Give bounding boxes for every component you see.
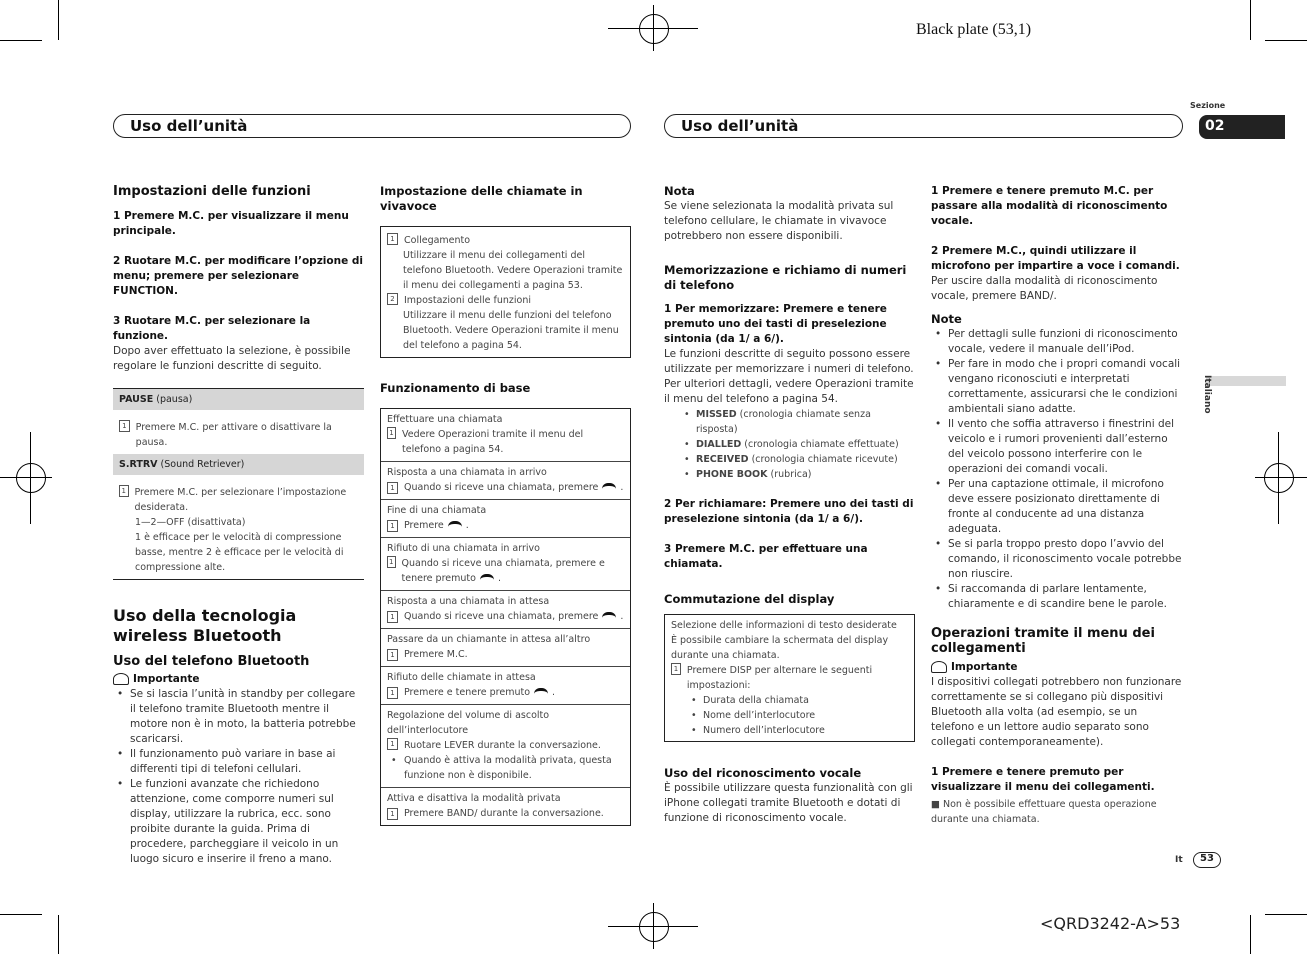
srtrv-desc: (Sound Retriever) [160, 459, 245, 470]
connections-body: I dispositivi collegati potrebbero non funzionare correttamente se si collegano più dispositivi Bluetooth alla volta (ad esempio, se un telefono e un lettore audio separato sono collegati contemporaneamente). [931, 676, 1182, 748]
base-heading: Funzionamento di base [380, 381, 531, 395]
op-row: Fine di una chiamata 1 Premere . [381, 499, 630, 537]
display-option: • Nome dell’interlocutore [671, 708, 908, 723]
note-item: • Se si parla troppo presto dopo l’avvio del comando, il riconoscimento vocale potrebbe non riuscire. [931, 537, 1183, 582]
important-icon [113, 673, 129, 685]
box-item-1-desc: Utilizzare il menu dei collegamenti del telefono Bluetooth. Vedere Operazioni tramite il menu dei collegamenti a pagina 53. [403, 250, 623, 291]
memory-list-item: • DIALLED (cronologia chiamate effettuate) [664, 437, 915, 452]
page-number: 53 [1200, 853, 1214, 864]
srtrv-row-header [113, 454, 364, 475]
crop-mark [58, 915, 59, 954]
black-plate-label: Black plate (53,1) [916, 21, 1032, 38]
pause-row-header [113, 389, 364, 410]
display-option: • Durata della chiamata [671, 693, 908, 708]
op-row: Risposta a una chiamata in attesa 1 Quando si riceve una chiamata, premere . [381, 590, 630, 628]
display-box-body: È possibile cambiare la schermata del display durante una chiamata. [671, 635, 889, 661]
crop-mark [1265, 914, 1307, 915]
display-box-item: Premere DISP per alternare le seguenti impostazioni: [686, 665, 873, 691]
bullet-3: • Le funzioni avanzate che richiedono attenzione, come comporre numeri sul display, utilizzare la rubrica, ecc. sono proibite durante la guida. Prima di procedere, parcheggiare il veicolo in un luogo sicuro e inserire il freno a mano. [113, 777, 364, 867]
memory-step-3: 3 Premere M.C. per effettuare una chiamata. [664, 543, 868, 570]
nota-body: Se viene selezionata la modalità privata sul telefono cellulare, le chiamate in vivavoce potrebbero non essere disponibili. [664, 200, 894, 242]
section-number: 02 [1205, 118, 1225, 134]
srtrv-label: S.RTRV [119, 459, 158, 470]
right-title-bar [664, 114, 1183, 138]
notes-heading: Note [931, 312, 962, 326]
footer-lang: It [1175, 855, 1183, 865]
pause-desc: (pausa) [156, 394, 193, 405]
connections-note: ■ Non è possibile effettuare questa operazione durante una chiamata. [931, 799, 1157, 825]
column-4 [931, 184, 1183, 827]
important-label: Importante [113, 672, 364, 687]
box-item-2-desc: Utilizzare il menu delle funzioni del telefono Bluetooth. Vedere Operazioni tramite il menu del telefono a pagina 54. [403, 310, 619, 351]
base-operations-box [380, 408, 631, 826]
memory-heading: Memorizzazione e richiamo di numeri di telefono [664, 263, 907, 292]
column-1 [113, 184, 364, 867]
language-tab [1206, 376, 1286, 386]
srtrv-item: 1 Premere M.C. per selezionare l’impostazione desiderata. 1—2—OFF (disattivata) 1 è efficace per le velocità di compressione basse, mentre 2 è efficace per le velocità di compressione alte. [113, 475, 364, 579]
note-item: • Si raccomanda di parlare lentamente, chiaramente e di scandire bene le parole. [931, 582, 1183, 612]
doc-code: <QRD3242-A>53 [1040, 914, 1181, 933]
display-box: Selezione delle informazioni di testo desiderate È possibile cambiare la schermata del display durante una chiamata. 1 Premere DISP per alternare le seguenti impostazioni: • Durata della chiamata • Nome dell’interlocutore • Numero dell’interlocutore [664, 614, 915, 742]
note-item: • Il vento che soffia attraverso i finestrini del veicolo e i rumori provenienti dall’esterno del veicolo possono interferire con le operazioni dei comandi vocali. [931, 417, 1183, 477]
phone-icon [534, 688, 548, 697]
crop-mark [1250, 0, 1251, 40]
step-3-body: Dopo aver effettuato la selezione, è possibile regolare le funzioni descritte di seguito. [113, 345, 351, 372]
display-option: • Numero dell’interlocutore [671, 723, 908, 738]
op-row: Attiva e disattiva la modalità privata 1 Premere BAND/ durante la conversazione. [381, 787, 630, 825]
step-3: 3 Ruotare M.C. per selezionare la funzione. [113, 315, 311, 342]
note-item: • Per fare in modo che i propri comandi vocali vengano riconosciuti e interpretati correttamente, assicurarsi che le condizioni ambientali siano adatte. [931, 357, 1183, 417]
step-1: 1 Premere M.C. per visualizzare il menu principale. [113, 210, 349, 237]
voice-body: È possibile utilizzare questa funzionalità con gli iPhone collegati tramite Bluetooth e dotati di funzione di riconoscimento vocale. [664, 782, 913, 824]
left-title-bar [113, 114, 631, 138]
nota-heading: Nota [664, 184, 695, 198]
phone-icon [480, 574, 494, 583]
pause-item-text: Premere M.C. per attivare o disattivare la pausa. [135, 422, 332, 448]
step-2: 2 Ruotare M.C. per modificare l’opzione di menu; premere per selezionare FUNCTION. [113, 255, 363, 297]
crop-mark [58, 0, 59, 40]
phone-icon [448, 521, 462, 530]
bullet-2: • Il funzionamento può variare in base ai differenti tipi di telefoni cellulari. [113, 747, 364, 777]
memory-list-item: • PHONE BOOK (rubrica) [664, 467, 915, 482]
handsfree-heading: Impostazione delle chiamate in vivavoce [380, 184, 583, 213]
note-item: • Per una captazione ottimale, il microfono deve essere posizionato direttamente di fronte al conducente ad una distanza adeguata. [931, 477, 1183, 537]
box-item-1-title: Collegamento [404, 235, 471, 246]
bluetooth-heading: Uso della tecnologia wireless Bluetooth [113, 606, 297, 645]
side-language: Italiano [1202, 375, 1212, 414]
connections-heading: Operazioni tramite il menu dei collegamenti [931, 626, 1155, 656]
pause-label: PAUSE [119, 394, 154, 405]
display-heading: Commutazione del display [664, 592, 835, 606]
memory-list-item: • MISSED (cronologia chiamate senza risposta) [664, 407, 915, 437]
handsfree-box: 1 Collegamento Utilizzare il menu dei collegamenti del telefono Bluetooth. Vedere Operazioni tramite il menu dei collegamenti a pagina 53. 2 Impostazioni delle funzioni Utilizzare il menu delle funzioni del telefono Bluetooth. Vedere Operazioni tramite il menu del telefono a pagina 54. [380, 226, 631, 358]
column-2 [380, 184, 631, 826]
op-row: Effettuare una chiamata 1 Vedere Operazioni tramite il menu del telefono a pagina 54. [387, 414, 584, 455]
bullet-1: • Se si lascia l’unità in standby per collegare il telefono tramite Bluetooth mentre il motore non è in moto, la batteria potrebbe scaricarsi. [113, 687, 364, 747]
srtrv-values: 1—2—OFF (disattivata) [135, 517, 246, 528]
crop-mark [1250, 915, 1251, 954]
op-row: Risposta a una chiamata in arrivo 1 Quando si riceve una chiamata, premere . [381, 461, 630, 499]
memory-step-2: 2 Per richiamare: Premere uno dei tasti di preselezione sintonia (da 1/ a 6/). [664, 498, 914, 525]
important-label: Importante [931, 660, 1183, 675]
crop-mark [0, 914, 42, 915]
op-row: Rifiuto di una chiamata in arrivo 1 Quando si riceve una chiamata, premere e tenere premuto . [381, 537, 630, 590]
pause-item: 1 Premere M.C. per attivare o disattivare la pausa. [113, 410, 364, 454]
connections-step-1: 1 Premere e tenere premuto per visualizzare il menu dei collegamenti. [931, 766, 1155, 793]
srtrv-item-text: Premere M.C. per selezionare l’impostazione desiderata. [134, 487, 347, 513]
phone-icon [602, 612, 616, 621]
op-row: Regolazione del volume di ascolto dell’interlocutore 1 Ruotare LEVER durante la conversazione. • Quando è attiva la modalità privata, questa funzione non è disponibile. [381, 704, 630, 787]
op-row: Passare da un chiamante in attesa all’altro 1 Premere M.C. [381, 628, 630, 666]
op-row: Rifiuto delle chiamate in attesa 1 Premere e tenere premuto . [381, 666, 630, 704]
important-icon [931, 661, 947, 673]
memory-list-item: • RECEIVED (cronologia chiamate ricevute) [664, 452, 915, 467]
voice-step-1: 1 Premere e tenere premuto M.C. per passare alla modalità di riconoscimento vocale. [931, 185, 1168, 227]
left-title: Uso dell’unità [130, 117, 248, 135]
right-title: Uso dell’unità [681, 117, 799, 135]
voice-heading: Uso del riconoscimento vocale [664, 766, 862, 780]
crop-mark [0, 40, 42, 41]
display-box-title: Selezione delle informazioni di testo desiderate [671, 620, 897, 631]
memory-step-1: 1 Per memorizzare: Premere e tenere premuto uno dei tasti di preselezione sintonia (da 1/ a 6/). [664, 303, 887, 345]
section-heading: Impostazioni delle funzioni [113, 184, 311, 199]
phone-icon [602, 483, 616, 492]
phone-heading: Uso del telefono Bluetooth [113, 654, 310, 669]
section-label: Sezione [1190, 101, 1226, 110]
page-number-badge [1193, 852, 1221, 868]
srtrv-note: 1 è efficace per le velocità di compressione basse, mentre 2 è efficace per le velocità di compressione alte. [135, 532, 344, 573]
column-3 [664, 184, 915, 826]
box-item-2-title: Impostazioni delle funzioni [404, 295, 532, 306]
section-number-badge [1199, 115, 1285, 139]
voice-step-2-body: Per uscire dalla modalità di riconoscimento vocale, premere BAND/. [931, 275, 1158, 302]
memory-body: Le funzioni descritte di seguito possono essere utilizzate per memorizzare i numeri di telefono. Per ulteriori dettagli, vedere Operazioni tramite il menu del telefono a pagina 54. [664, 348, 914, 405]
note-item: • Per dettagli sulle funzioni di riconoscimento vocale, vedere il manuale dell’iPod. [931, 327, 1183, 357]
function-table [113, 388, 364, 580]
voice-step-2: 2 Premere M.C., quindi utilizzare il microfono per impartire a voce i comandi. [931, 245, 1180, 272]
crop-mark [1265, 40, 1307, 41]
